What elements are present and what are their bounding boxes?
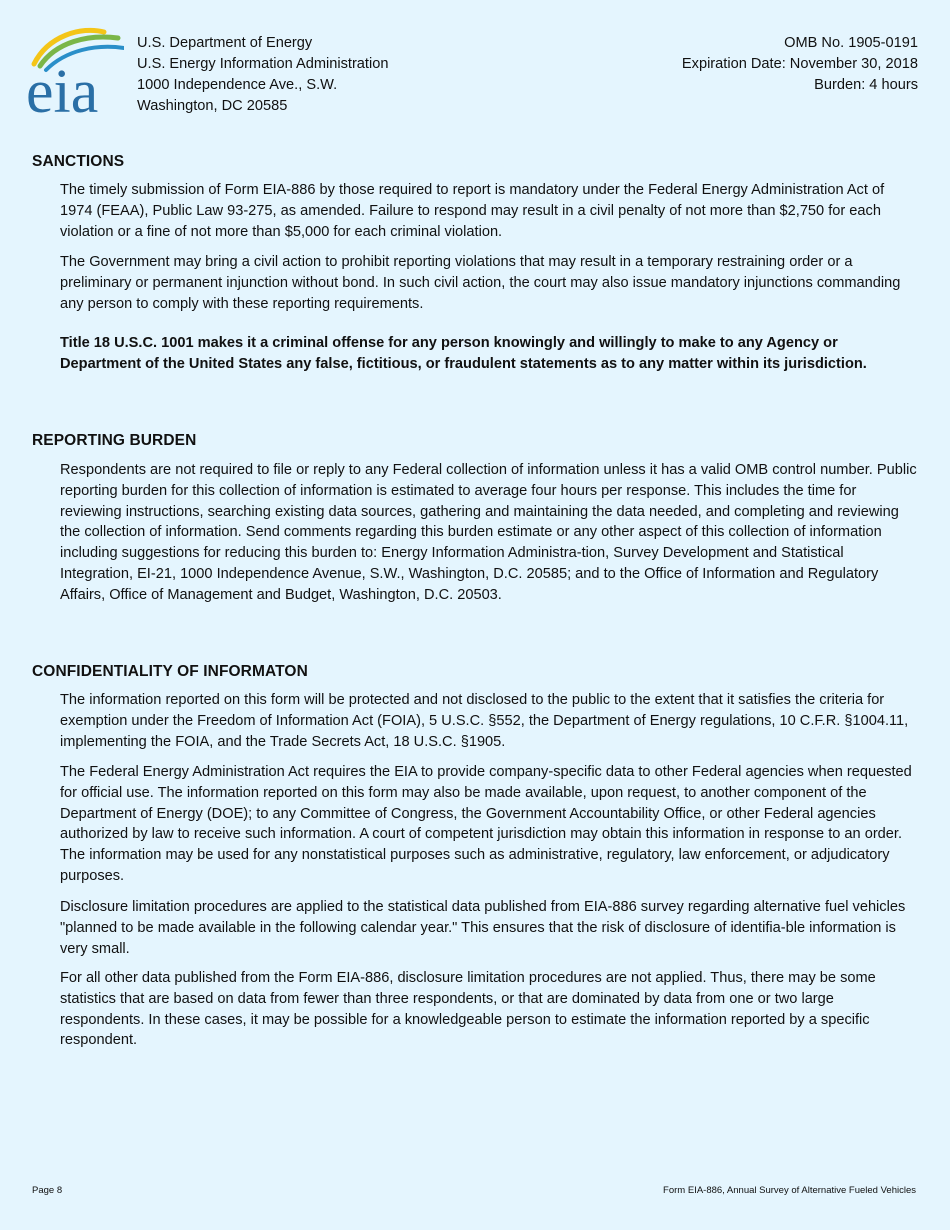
sanctions-heading: SANCTIONS: [32, 153, 125, 170]
confidentiality-paragraph-4: For all other data published from the Form EIA-886, disclosure limitation procedures are not applied. Thus, there may be some statistics that are based on data from fewer than three respondents, or that are dominated by data from one or two large respondents. In these cases, it may be possible for a knowledgeable person to estimate the information reported by a specific respondent.: [60, 970, 876, 1049]
address-line: U.S. Energy Information Administration: [137, 56, 389, 72]
form-title-footer: Form EIA-886, Annual Survey of Alternative Fueled Vehicles: [663, 1185, 916, 1196]
burden-hours: Burden: 4 hours: [814, 77, 918, 93]
reporting-burden-paragraph: Respondents are not required to file or reply to any Federal collection of information unless it has a valid OMB control number. Public reporting burden for this collection of information is estimated to average four hours per response. This includes the time for reviewing instructions, searching existing data sources, gathering and maintaining the data needed, and completing and reviewing the collection of information. Send comments regarding this burden estimate or any other aspect of this collection of information including suggestions for reducing this burden to: Energy Information Administra-tion, Survey Development and Statistical Integration, EI-21, 1000 Independence Avenue, S.W., Washington, D.C. 20585; and to the Office of Information and Regulatory Affairs, Office of Management and Budget, Washington, D.C. 20503.: [60, 462, 917, 603]
sanctions-warning: Title 18 U.S.C. 1001 makes it a criminal offense for any person knowingly and willingly to make to any Agency or Department of the United States any false, fictitious, or fraudulent statements as to any matter within its jurisdiction.: [60, 335, 867, 372]
address-line: U.S. Department of Energy: [137, 35, 313, 51]
sanctions-paragraph-1: The timely submission of Form EIA-886 by those required to report is mandatory under the Federal Energy Administration Act of 1974 (FEAA), Public Law 93-275, as amended. Failure to respond may result in a civil penalty of not more than $2,750 for each violation or a fine of not more than $5,000 for each criminal violation.: [60, 182, 885, 240]
omb-number: OMB No. 1905-0191: [784, 35, 918, 51]
confidentiality-paragraph-1: The information reported on this form will be protected and not disclosed to the public to the extent that it satisfies the criteria for exemption under the Freedom of Information Act (FOIA), 5 U.S.C. §552, the Department of Energy regulations, 10 C.F.R. §1004.11, implementing the FOIA, and the Trade Secrets Act, 18 U.S.C. §1905.: [60, 692, 909, 750]
expiration-date: Expiration Date: November 30, 2018: [681, 56, 918, 72]
agency-address: [137, 33, 388, 117]
sanctions-paragraph-2: The Government may bring a civil action to prohibit reporting violations that may result in a temporary restraining order or a preliminary or permanent injunction without bond. In such civil action, the court may also issue mandatory injunctions commanding any person to comply with these reporting requirements.: [60, 254, 901, 312]
svg-text:eia: eia: [26, 58, 99, 118]
page-header: [0, 0, 950, 130]
confidentiality-paragraph-2: The Federal Energy Administration Act requires the EIA to provide company-specific data to other Federal agencies when requested for official use. The information reported on this form may also be made available, upon request, to another component of the Department of Energy (DOE); to any Committee of Congress, the Government Accountability Office, or other Federal agencies authorized by law to receive such information. A court of competent jurisdiction may obtain this information in response to an order. The information may be used for any nonstatistical purposes such as administrative, regulatory, law enforcement, or adjudicatory purposes.: [60, 764, 912, 884]
page-number: Page 8: [32, 1185, 63, 1196]
confidentiality-heading: CONFIDENTIALITY OF INFORMATON: [32, 663, 308, 680]
omb-info: [682, 33, 918, 96]
address-line: 1000 Independence Ave., S.W.: [137, 77, 338, 93]
reporting-burden-heading: REPORTING BURDEN: [32, 432, 197, 449]
confidentiality-paragraph-3: Disclosure limitation procedures are applied to the statistical data published from EIA-886 survey regarding alternative fuel vehicles "planned to be made available in the following calendar year." This ensures that the risk of disclosure of identifia-ble information is very small.: [60, 899, 906, 957]
eia-logo: [26, 26, 124, 118]
address-line: Washington, DC 20585: [137, 98, 288, 114]
